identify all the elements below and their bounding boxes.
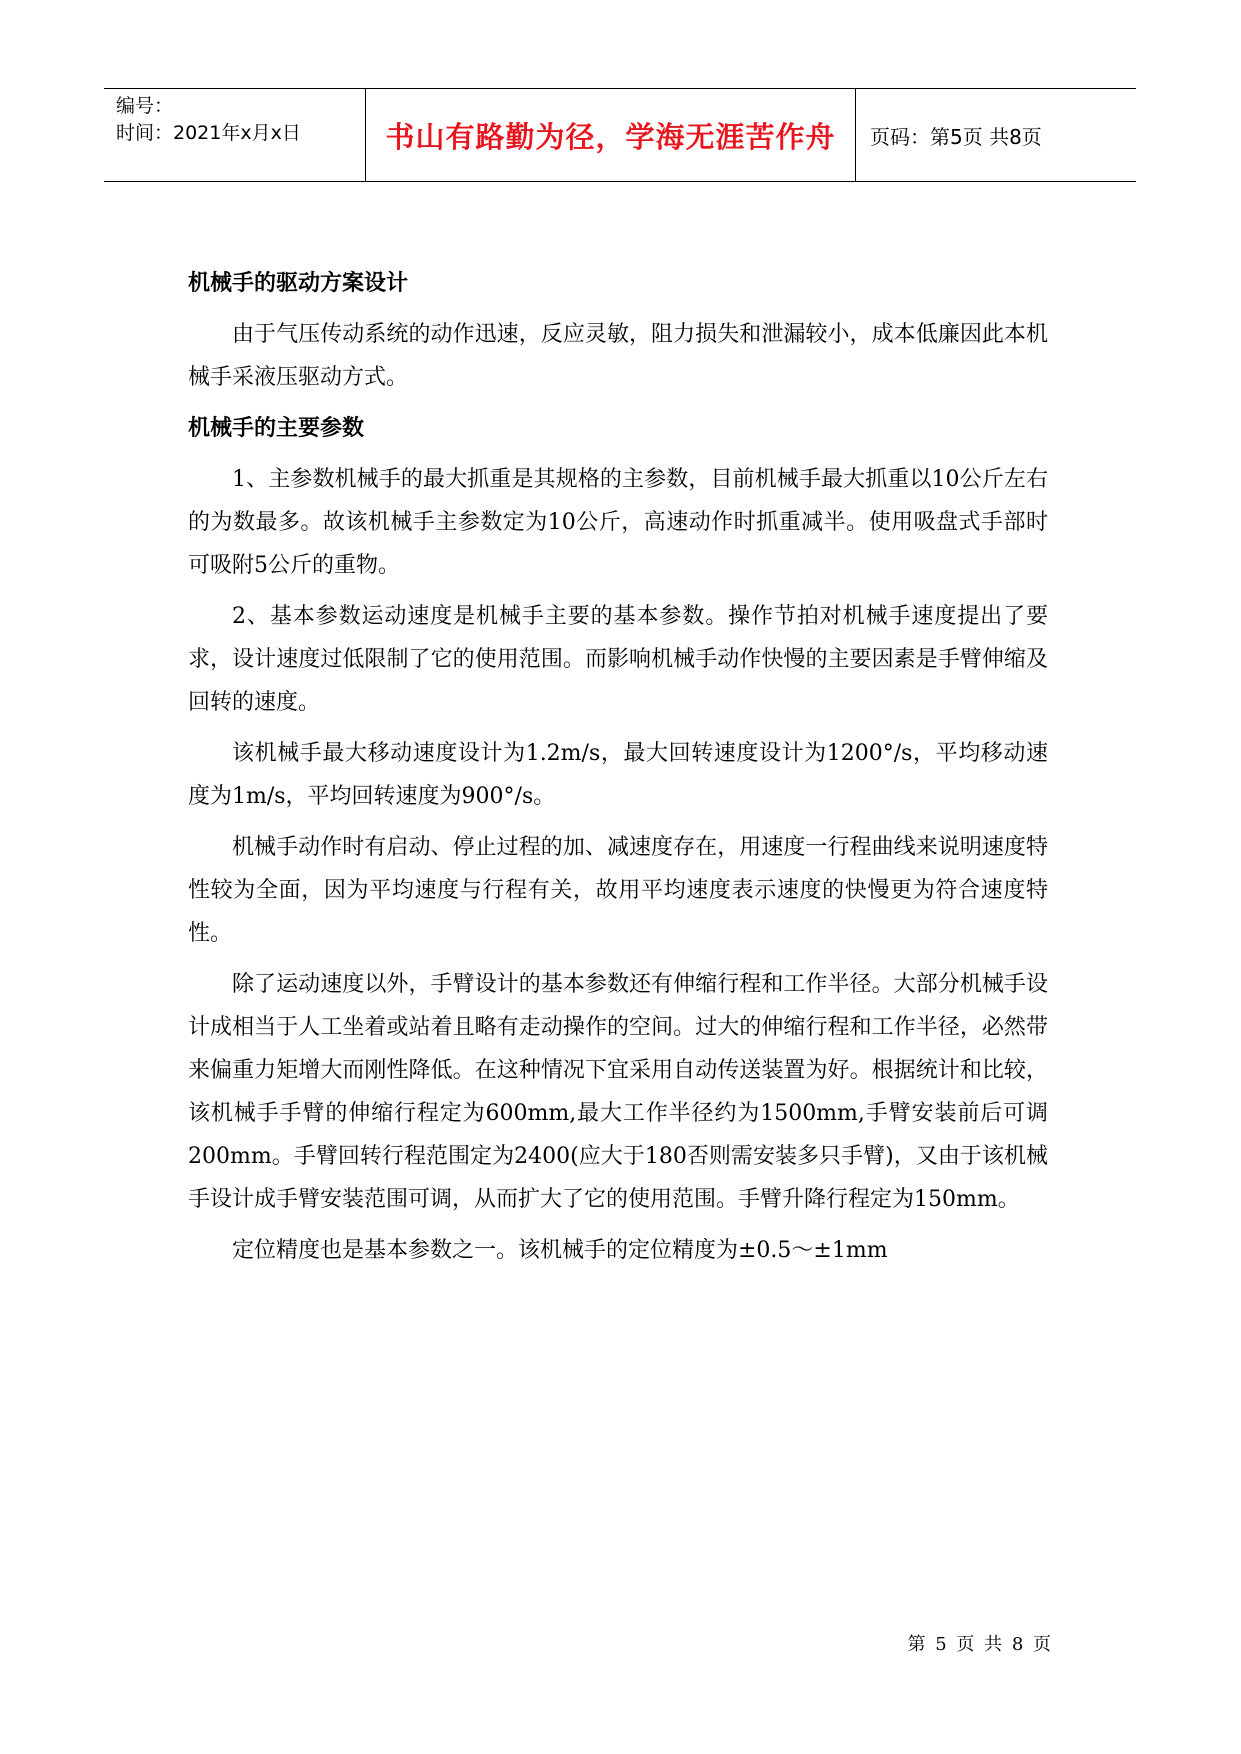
time-label: 时间：2021年x月x日: [116, 122, 301, 144]
page-footer: 第 5 页 共 8 页: [907, 1634, 1053, 1655]
paragraph: 2、基本参数运动速度是机械手主要的基本参数。操作节拍对机械手速度提出了要求，设计速度过低限制了它的使用范围。而影响机械手动作快慢的主要因素是手臂伸缩及回转的速度。: [188, 604, 1048, 715]
number-label: 编号：: [116, 95, 174, 117]
header-meta: [104, 89, 366, 181]
section-heading-params: 机械手的主要参数: [188, 416, 365, 441]
header-page-label: 页码：第5页 共8页: [870, 124, 1042, 149]
paragraph: 除了运动速度以外，手臂设计的基本参数还有伸缩行程和工作半径。大部分机械手设计成相当于人工坐着或站着且略有走动操作的空间。过大的伸缩行程和工作半径，必然带来偏重力矩增大而刚性降低。在这种情况下宜采用自动传送装置为好。根据统计和比较，该机械手手臂的伸缩行程定为600mm,最大工作半径约为1500mm,手臂安装前后可调200mm。手臂回转行程范围定为2400(应大于180否则需安装多只手臂)，又由于该机械手设计成手臂安装范围可调，从而扩大了它的使用范围。手臂升降行程定为150mm。: [188, 972, 1048, 1212]
paragraph: 定位精度也是基本参数之一。该机械手的定位精度为±0.5～±1mm: [232, 1238, 888, 1263]
header-motto: 书山有路勤为径，学海无涯苦作舟: [366, 89, 856, 181]
page-header: [104, 88, 1136, 182]
section-heading-drive: 机械手的驱动方案设计: [188, 271, 409, 296]
paragraph: 机械手动作时有启动、停止过程的加、减速度存在，用速度一行程曲线来说明速度特性较为全面，因为平均速度与行程有关，故用平均速度表示速度的快慢更为符合速度特性。: [188, 835, 1048, 946]
paragraph: 1、主参数机械手的最大抓重是其规格的主参数，目前机械手最大抓重以10公斤左右的为数最多。故该机械手主参数定为10公斤，高速动作时抓重减半。使用吸盘式手部时可吸附5公斤的重物。: [188, 467, 1048, 578]
paragraph: 由于气压传动系统的动作迅速，反应灵敏，阻力损失和泄漏较小，成本低廉因此本机械手采液压驱动方式。: [188, 322, 1048, 390]
document-body: [188, 262, 1048, 1280]
paragraph: 该机械手最大移动速度设计为1.2m/s，最大回转速度设计为1200°/s，平均移动速度为1m/s，平均回转速度为900°/s。: [188, 741, 1048, 809]
